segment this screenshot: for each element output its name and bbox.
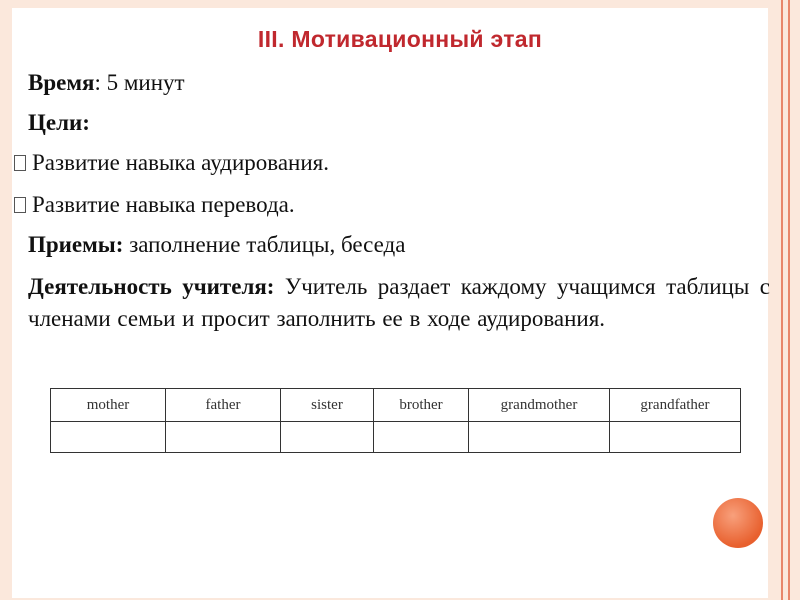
table-header-cell: brother <box>374 389 469 422</box>
slide-title: III. Мотивационный этап <box>257 26 543 52</box>
table-header-cell: mother <box>51 389 166 422</box>
table-input-cell[interactable] <box>374 422 469 453</box>
teacher-text: Учитель раздает каждому учащимся таблицы с членами семьи и просит заполнить ее в ходе аудирования. <box>28 274 770 331</box>
family-table <box>50 388 741 453</box>
goal-item <box>14 192 295 218</box>
goals-label <box>28 110 90 136</box>
time-value: : 5 минут <box>94 70 185 95</box>
goal-item <box>14 150 329 176</box>
goal-text: Развитие навыка аудирования. <box>32 150 330 175</box>
methods-value: заполнение таблицы, беседа <box>123 232 406 257</box>
decor-line <box>781 0 783 600</box>
table-row <box>51 422 741 453</box>
table-input-cell[interactable] <box>51 422 166 453</box>
table-header-row <box>51 389 741 422</box>
time-label: Время <box>28 70 95 95</box>
teacher-label: Деятельность учителя: <box>28 274 275 299</box>
table-input-cell[interactable] <box>166 422 281 453</box>
table-header-cell: father <box>166 389 281 422</box>
table-header-cell: grandmother <box>469 389 610 422</box>
bullet-icon <box>14 197 26 213</box>
decor-line <box>788 0 790 600</box>
decor-orb <box>713 498 763 548</box>
table-header-cell: sister <box>281 389 374 422</box>
table-input-cell[interactable] <box>281 422 374 453</box>
goals-heading: Цели: <box>28 110 90 135</box>
time-line <box>28 70 185 96</box>
goal-text: Развитие навыка перевода. <box>32 192 295 217</box>
table-input-cell[interactable] <box>469 422 610 453</box>
table-header-cell: grandfather <box>610 389 741 422</box>
bullet-icon <box>14 155 26 171</box>
table-input-cell[interactable] <box>610 422 741 453</box>
methods-label: Приемы: <box>28 232 124 257</box>
methods-line <box>28 232 405 258</box>
teacher-activity <box>28 271 770 335</box>
